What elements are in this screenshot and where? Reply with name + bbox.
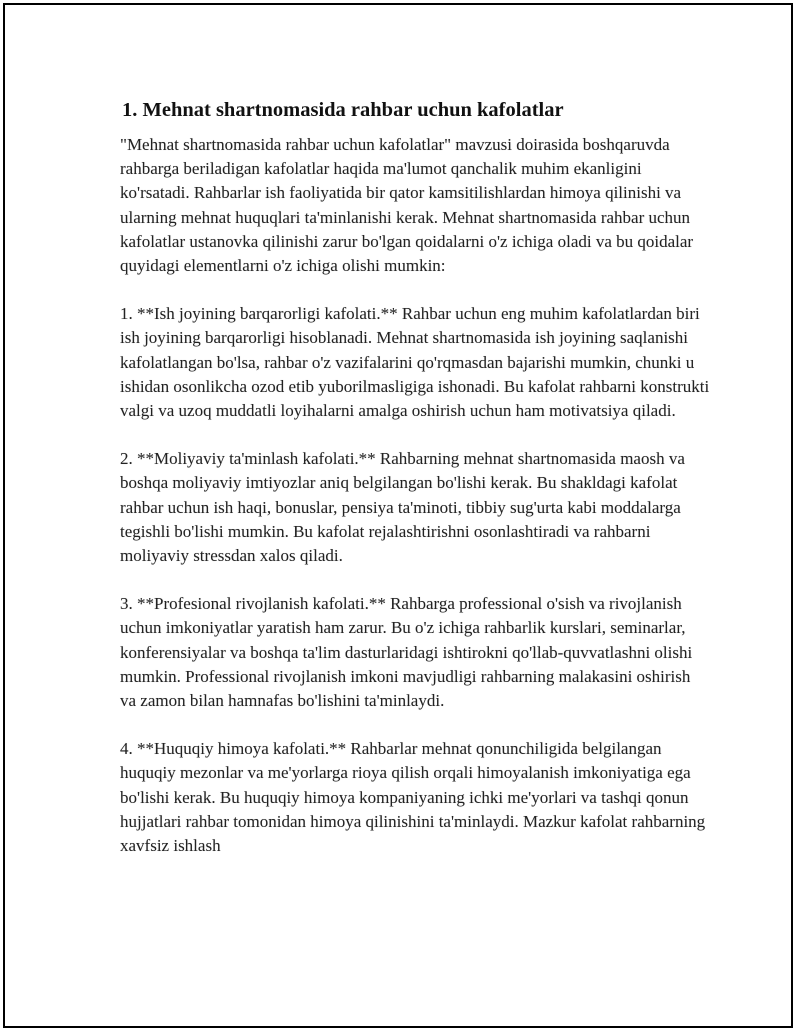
paragraph-financial-guarantee: 2. **Moliyaviy ta'minlash kafolati.** Rahbarning mehnat shartnomasida maosh va boshqa moliyaviy imtiyozlar aniq belgilangan bo'lishi kerak. Bu shakldagi kafolat rahbar uchun ish haqi, bonuslar, pensiya ta'minoti, tibbiy sug'urta kabi moddalarga tegishli bo'lishi mumkin. Bu kafolat rejalashtirishni osonlashtiradi va rahbarni moliyaviy stressdan xalos qiladi.	[120, 449, 685, 566]
paragraph-professional-development: 3. **Profesional rivojlanish kafolati.** Rahbarga professional o'sish va rivojlanish uchun imkoniyatlar yaratish ham zarur. Bu o'z ichiga rahbarlik kurslari, seminarlar, konferensiyalar va boshqa ta'lim dasturlaridagi ishtirokni qo'llab-quvvatlashni olishi mumkin. Professional rivojlanish imkoni mavjudligi rahbarning malakasini oshirish va zamon bilan hamnafas bo'lishini ta'minlaydi.	[120, 594, 693, 711]
page-frame	[3, 3, 793, 1028]
intro-paragraph: "Mehnat shartnomasida rahbar uchun kafolatlar" mavzusi doirasida boshqaruvda rahbarga beriladigan kafolatlar haqida ma'lumot qanchalik muhim ekanligini ko'rsatadi. Rahbarlar ish faoliyatida bir qator kamsitilishlardan himoya qilinishi va ularning mehnat huquqlari ta'minlanishi kerak. Mehnat shartnomasida rahbar uchun kafolatlar ustanovka qilinishi zarur bo'lgan qoidalarni o'z ichiga oladi va bu qoidalar quyidagi elementlarni o'z ichiga olishi mumkin:	[120, 135, 694, 276]
paragraph-legal-protection: 4. **Huquqiy himoya kafolati.** Rahbarlar mehnat qonunchiligida belgilangan huquqiy mezonlar va me'yorlarga rioya qilish orqali himoyalanish imkoniyatiga ega bo'lishi kerak. Bu huquqiy himoya kompaniyaning ichki me'yorlari va tashqi qonun hujjatlari rahbar tomonidan himoya qilinishini ta'minlaydi. Mazkur kafolat rahbarning xavfsiz ishlash	[120, 739, 706, 856]
paragraph-job-stability: 1. **Ish joyining barqarorligi kafolati.** Rahbar uchun eng muhim kafolatlardan biri ish joyining barqarorligi hisoblanadi. Mehnat shartnomasida ish joyining saqlanishi kafolatlangan bo'lsa, rahbar o'z vazifalarini qo'rqmasdan bajarishi mumkin, chunki u ishidan osonlikcha ozod etib yuborilmasligiga ishonadi. Bu kafolat rahbarni konstrukti valgi va uzoq muddatli loyihalarni amalga oshirish uchun ham motivatsiya qiladi.	[120, 304, 710, 421]
document-body	[120, 97, 710, 882]
document-title: 1. Mehnat shartnomasida rahbar uchun kafolatlar	[122, 99, 564, 121]
